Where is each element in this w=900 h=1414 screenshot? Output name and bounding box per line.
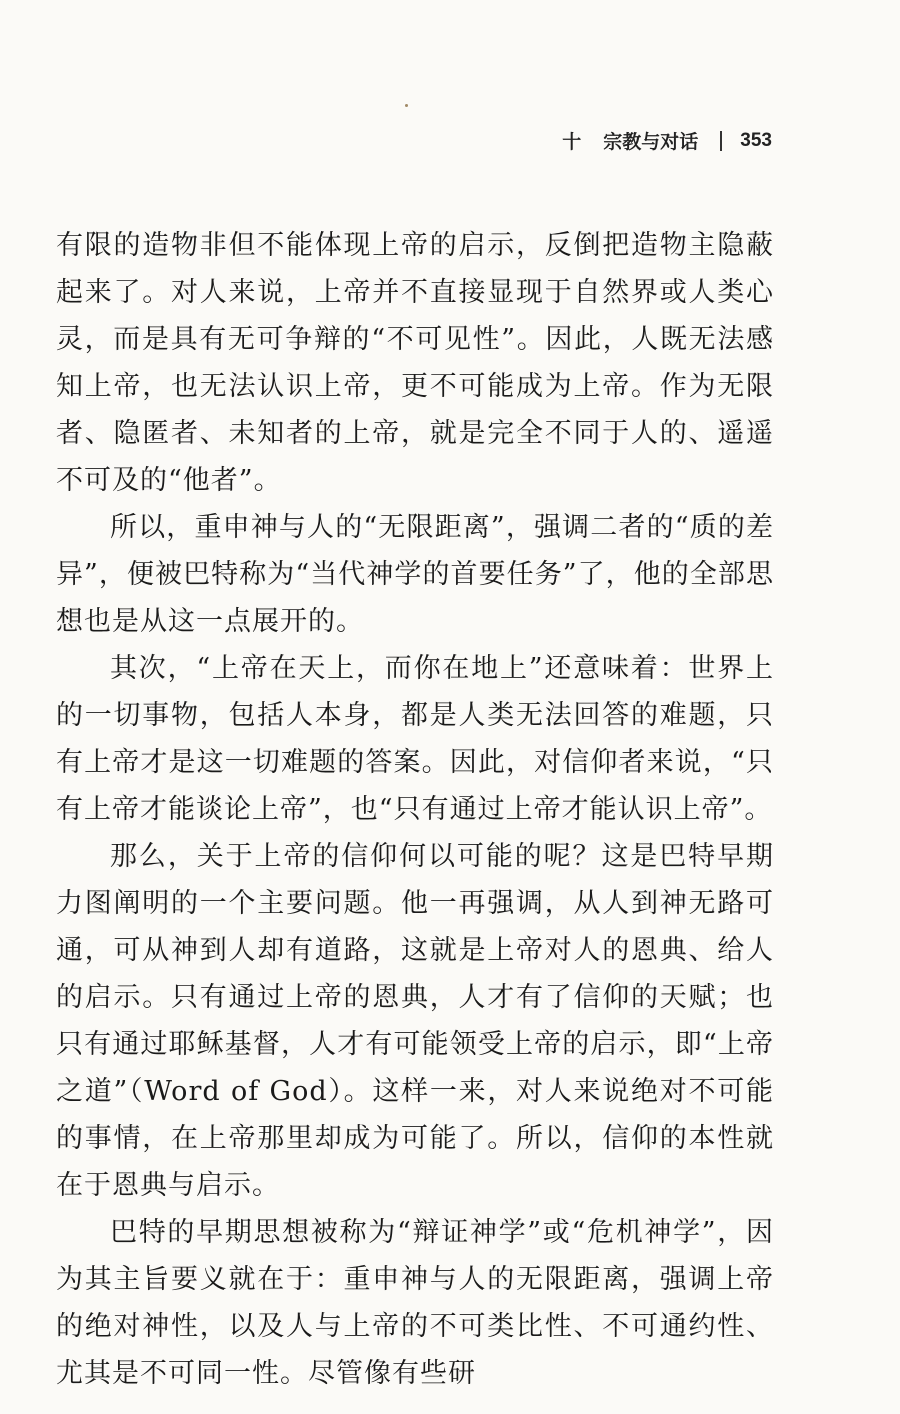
chapter-title: 宗教与对话 (603, 131, 699, 153)
paragraph-continuation: 有限的造物非但不能体现上帝的启示，反倒把造物主隐蔽起来了。对人来说，上帝并不直接显现于自然界或人类心灵，而是具有无可争辩的“不可见性”。因此，人既无法感知上帝，也无法认识上帝，更不可能成为上帝。作为无限者、隐匿者、未知者的上帝，就是完全不同于人的、遥遥不可及的“他者”。 (56, 230, 774, 496)
chapter-number: 十 (562, 131, 582, 153)
paragraph: 巴特的早期思想被称为“辩证神学”或“危机神学”，因为其主旨要义就在于：重申神与人的无限距离，强调上帝的绝对神性，以及人与上帝的不可类比性、不可通约性、尤其是不可同一性。尽管像有些研 (56, 1217, 774, 1389)
page-number: 353 (740, 129, 772, 151)
header-separator (720, 131, 722, 151)
running-header (562, 127, 772, 154)
paper-speck (405, 104, 408, 107)
body-text (56, 222, 774, 1397)
paragraph: 所以，重申神与人的“无限距离”，强调二者的“质的差异”，便被巴特称为“当代神学的首要任务”了，他的全部思想也是从这一点展开的。 (56, 512, 774, 637)
paragraph: 其次，“上帝在天上，而你在地上”还意味着：世界上的一切事物，包括人本身，都是人类无法回答的难题，只有上帝才是这一切难题的答案。因此，对信仰者来说，“只有上帝才能谈论上帝”，也“只有通过上帝才能认识上帝”。 (56, 653, 774, 825)
paragraph: 那么，关于上帝的信仰何以可能的呢？这是巴特早期力图阐明的一个主要问题。他一再强调，从人到神无路可通，可从神到人却有道路，这就是上帝对人的恩典、给人的启示。只有通过上帝的恩典，人才有了信仰的天赋；也只有通过耶稣基督，人才有可能领受上帝的启示，即“上帝之道”（Word of God）。这样一来，对人来说绝对不可能的事情，在上帝那里却成为可能了。所以，信仰的本性就在于恩典与启示。 (56, 841, 774, 1201)
